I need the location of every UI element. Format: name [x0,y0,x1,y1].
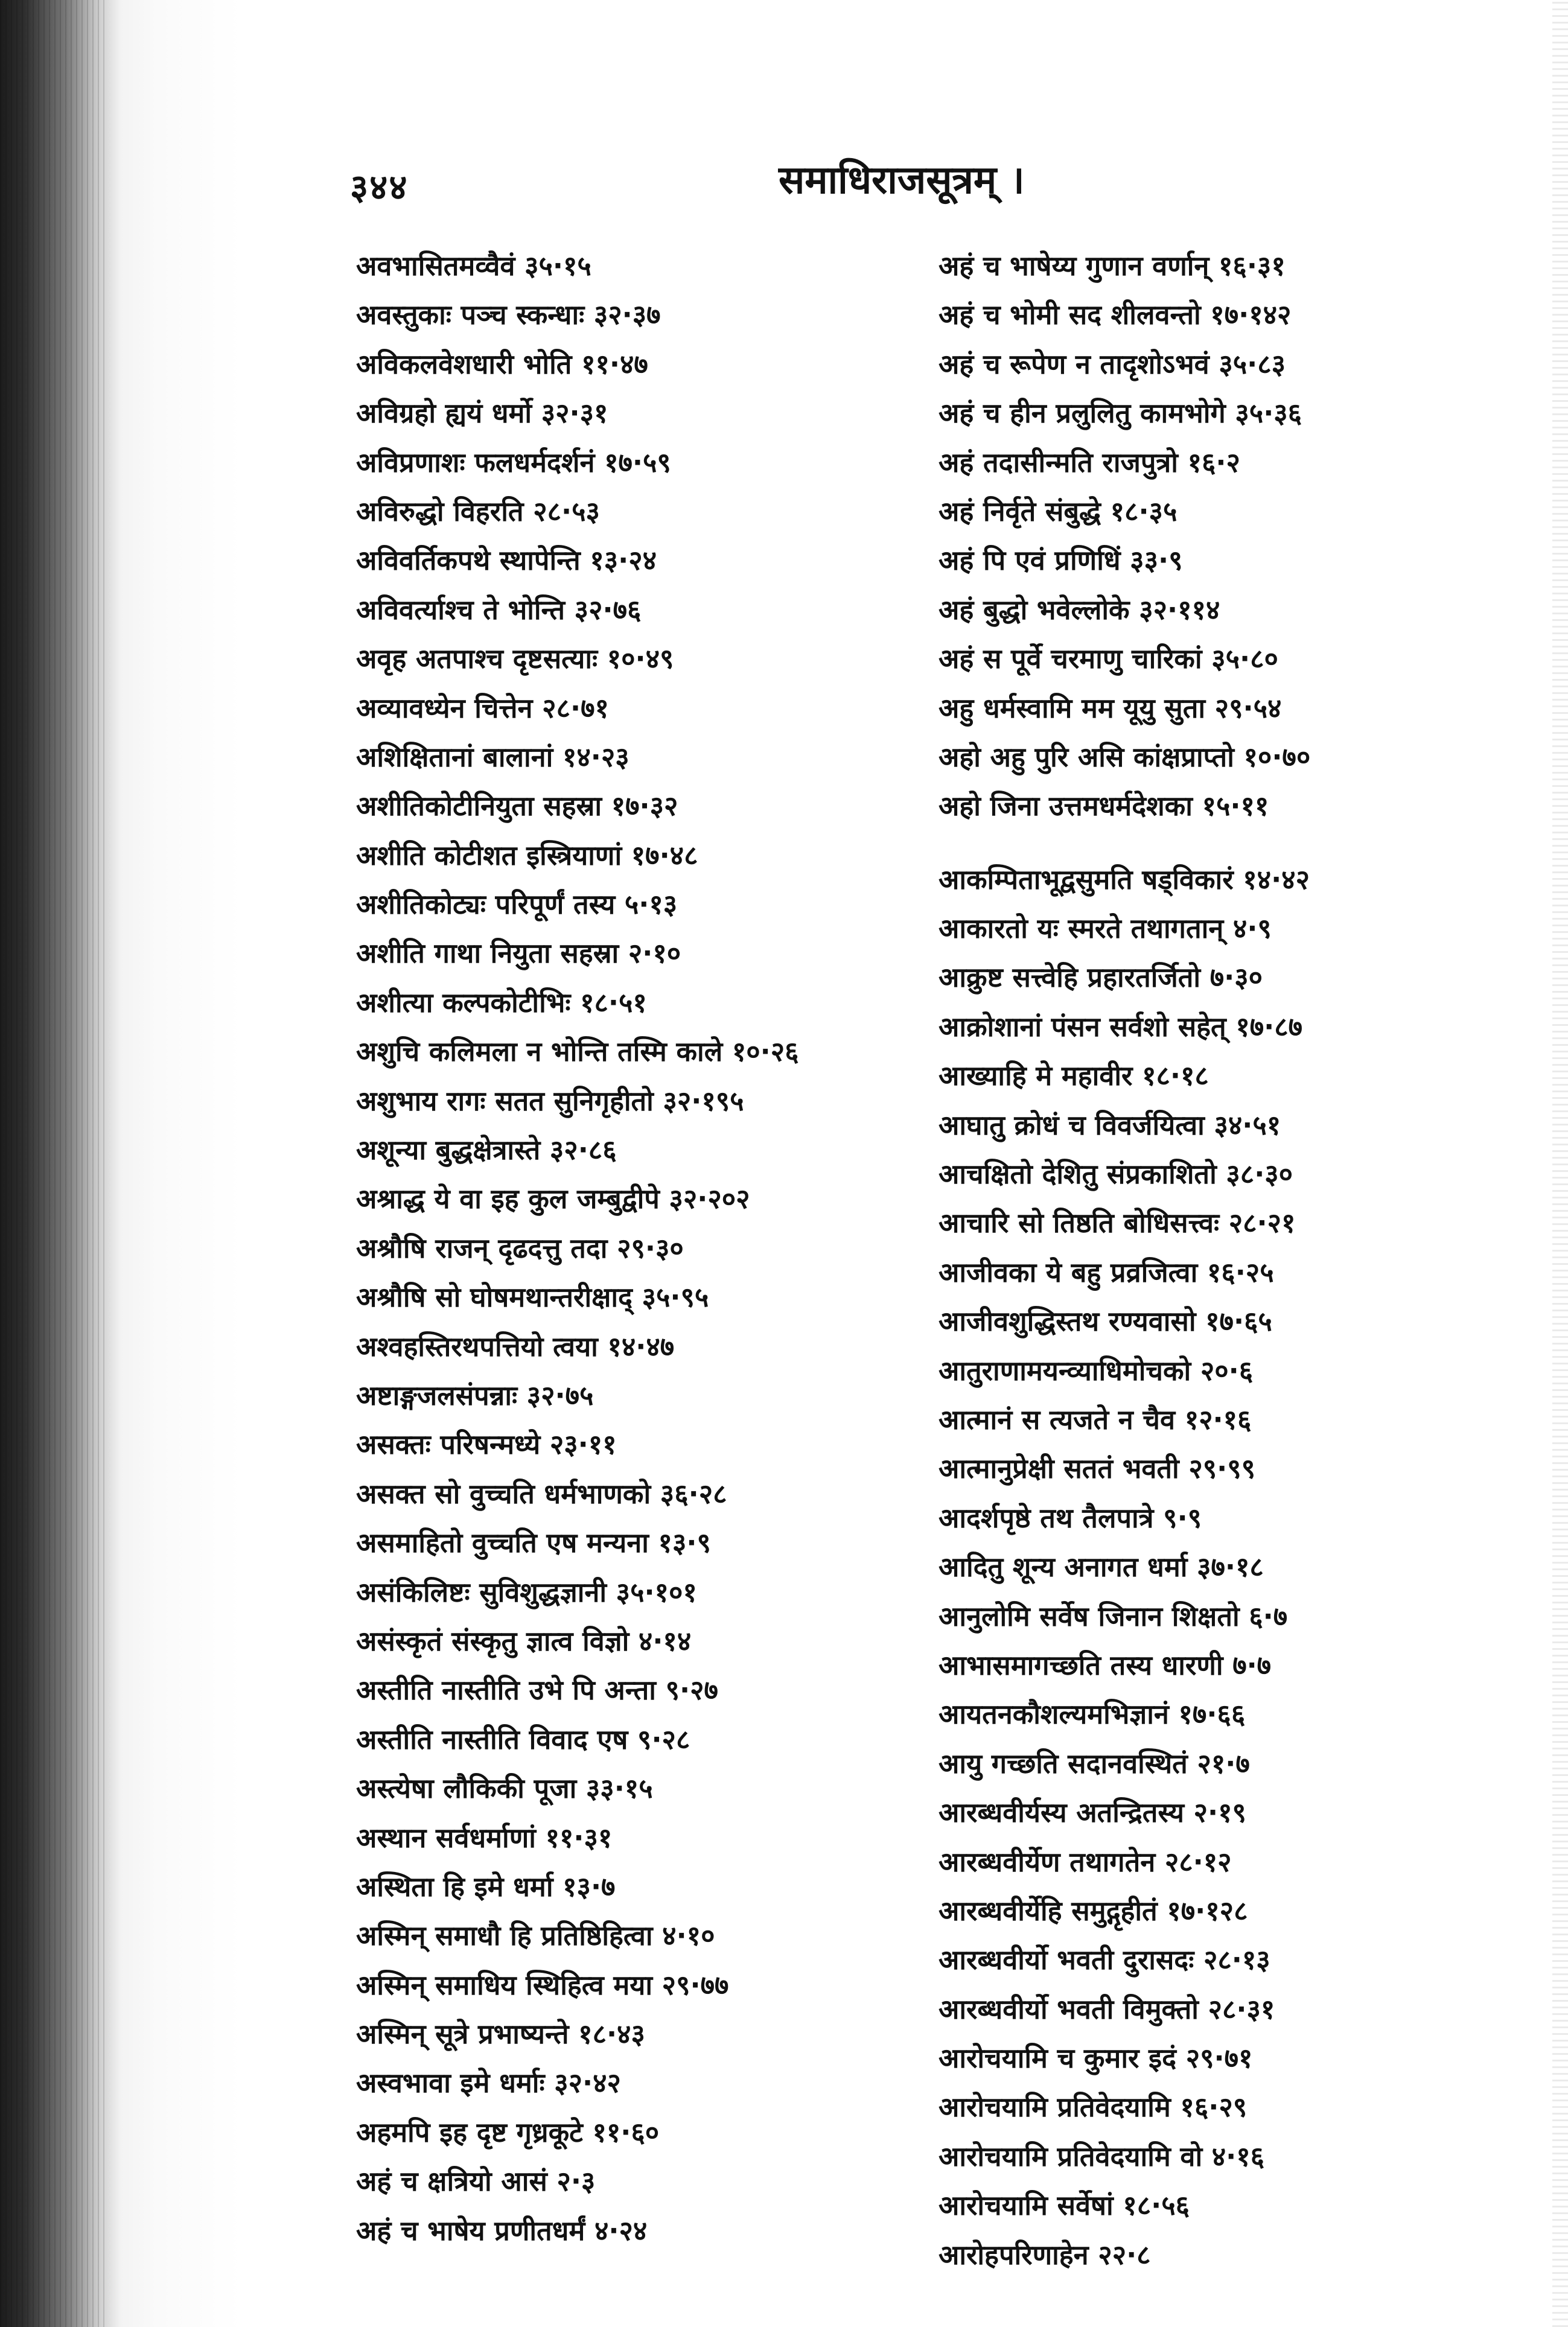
index-entry: अशून्या बुद्धक्षेत्रास्ते ३२·८६ [356,1134,617,1167]
index-entry: आरब्धवीर्यो भवती दुरासदः २८·१३ [939,1944,1270,1976]
index-entry: अविरुद्धो विहरति २८·५३ [356,495,600,527]
index-entry: अष्टाङ्गजलसंपन्नाः ३२·७५ [356,1379,594,1412]
index-entry: अशुचि कलिमला न भोन्ति तस्मि काले १०·२६ [356,1036,799,1068]
index-entry: आजीवका ये बहु प्रव्रजित्वा १६·२५ [939,1256,1274,1288]
index-entry: आभासमागच्छति तस्य धारणी ७·७ [939,1649,1272,1681]
index-entry: आक्रोशानां पंसन सर्वशो सहेत् १७·८७ [939,1010,1303,1043]
index-entry: अहो जिना उत्तमधर्मदेशका १५·११ [939,790,1269,823]
index-entry: अशीतिकोटीनियुता सहस्रा १७·३२ [356,790,678,823]
index-entry: अविकलवेशधारी भोति ११·४७ [356,348,648,380]
index-entry: आरब्धवीर्यस्य अतन्द्रितस्य २·१९ [939,1797,1246,1829]
index-entry: आदर्शपृष्ठे तथ तैलपात्रे ९·९ [939,1501,1202,1534]
index-entry: अविग्रहो ह्ययं धर्मो ३२·३१ [356,397,608,430]
index-entry: आघातु क्रोधं च विवर्जयित्वा ३४·५१ [939,1109,1281,1141]
index-entry: अस्तीति नास्तीति उभे पि अन्ता ९·२७ [356,1674,718,1707]
index-entry: अहं च भोमी सद शीलवन्तो १७·१४२ [939,299,1292,331]
index-entry: अस्वभावा इमे धर्माः ३२·४२ [356,2067,621,2099]
index-entry: अशीति गाथा नियुता सहस्रा २·१० [356,937,681,970]
running-title: समाधिराजसूत्रम् । [779,158,1025,203]
index-entry: आदितु शून्य अनागत धर्मा ३७·१८ [939,1551,1264,1584]
index-entry: अहं च हीन प्रलुलितु कामभोगे ३५·३६ [939,397,1302,430]
index-entry: अवभासितमव्वैवं ३५·१५ [356,250,591,282]
index-entry: अवृह अतपाश्च दृष्टसत्याः १०·४९ [356,643,674,675]
index-entry: आयतनकौशल्यमभिज्ञानं १७·६६ [939,1698,1246,1731]
index-entry: आरब्धवीर्येण तथागतेन २८·१२ [939,1845,1232,1878]
index-entry: अहं तदासीन्मति राजपुत्रो १६·२ [939,446,1240,479]
index-column-right [939,241,1542,2279]
index-entry: आकारतो यः स्मरते तथागतान् ४·९ [939,912,1272,945]
index-entry: असमाहितो वुच्चति एष मन्यना १३·९ [356,1527,711,1559]
index-entry: अशिक्षितानां बालानां १४·२३ [356,740,629,773]
index-entry: अहमपि इह दृष्ट गृध्रकूटे ११·६० [356,2116,660,2148]
index-entry: अश्राद्ध ये वा इह कुल जम्बुद्वीपे ३२·२०२ [356,1183,750,1215]
index-entry: अहं च क्षत्रियो आसं २·३ [356,2165,596,2198]
index-entry: असंकिलिष्टः सुविशुद्धज्ञानी ३५·१०१ [356,1576,697,1608]
page-binding-shadow [0,0,109,2327]
index-entry: अहं च भाषेय्य गुणान वर्णान् १६·३१ [939,250,1286,282]
index-entry: अश्वहस्तिरथपत्तियो त्वया १४·४७ [356,1330,675,1363]
index-entry: अविप्रणाशः फलधर्मदर्शनं १७·५९ [356,446,671,479]
index-column-left [356,241,960,2255]
index-entry: अशीति कोटीशत इस्त्रियाणां १७·४८ [356,839,698,871]
page-edge-shadow [1552,0,1568,2327]
index-entry: आरोचयामि प्रतिवेदयामि वो ४·१६ [939,2140,1265,2173]
index-entry: आचक्षितो देशितु संप्रकाशितो ३८·३० [939,1158,1293,1191]
index-entry: अवस्तुकाः पञ्च स्कन्धाः ३२·३७ [356,299,661,331]
index-entry: अशीत्या कल्पकोटीभिः १८·५१ [356,986,647,1019]
index-entry: अस्मिन् समाधिय स्थिहित्व मया २९·७७ [356,1969,729,2001]
index-entry: आनुलोमि सर्वेष जिनान शिक्षतो ६·७ [939,1600,1288,1632]
index-entry: आयु गच्छति सदानवस्थितं २१·७ [939,1747,1250,1780]
index-entry: अश्रौषि राजन् दृढदत्तु तदा २९·३० [356,1232,684,1264]
page-number: ३४४ [350,167,409,208]
index-entry: अहु धर्मस्वामि मम यूयु सुता २९·५४ [939,692,1282,724]
index-entry: अहं स पूर्वे चरमाणु चारिकां ३५·८० [939,643,1278,675]
index-entry: आख्याहि मे महावीर १८·१८ [939,1060,1209,1092]
index-entry: अश्रौषि सो घोषमथान्तरीक्षाद् ३५·९५ [356,1281,709,1314]
index-entry: अस्तीति नास्तीति विवाद एष ९·२८ [356,1723,690,1756]
index-entry: अशुभाय रागः सतत सुनिगृहीतो ३२·१९५ [356,1084,744,1117]
index-entry: अस्त्येषा लौकिकी पूजा ३३·१५ [356,1772,653,1805]
index-entry: असंस्कृतं संस्कृतु ज्ञात्व विज्ञो ४·१४ [356,1625,692,1657]
index-entry: आतुराणामयन्व्याधिमोचको २०·६ [939,1354,1254,1387]
index-entry: आकम्पिताभूद्वसुमति षड्विकारं १४·४२ [939,863,1310,896]
index-entry: अस्मिन् सूत्रे प्रभाष्यन्ते १८·४३ [356,2018,645,2051]
index-entry: अशीतिकोट्यः परिपूर्णं तस्य ५·१३ [356,888,678,921]
index-entry: अस्थिता हि इमे धर्मा १३·७ [356,1870,616,1903]
index-entry: अहो अहु पुरि असि कांक्षप्राप्तो १०·७० [939,740,1311,773]
index-entry: असक्तः परिषन्मध्ये २३·११ [356,1428,617,1461]
index-entry: आक्रुष्ट सत्त्वेहि प्रहारतर्जितो ७·३० [939,961,1263,994]
index-entry: अहं पि एवं प्रणिधिं ३३·९ [939,544,1183,577]
index-entry: आरोचयामि च कुमार इदं २९·७१ [939,2042,1253,2075]
index-entry: अव्यावध्येन चित्तेन २८·७१ [356,692,609,724]
index-entry: आत्मानं स त्यजते न चैव १२·१६ [939,1403,1252,1436]
index-entry: अहं च भाषेय प्रणीतधर्मं ४·२४ [356,2214,648,2247]
index-entry: अविवर्त्याश्च ते भोन्ति ३२·७६ [356,593,642,626]
index-entry: अविवर्तिकपथे स्थापेन्ति १३·२४ [356,544,657,577]
index-entry: अस्थान सर्वधर्माणां ११·३१ [356,1821,613,1854]
index-entry: असक्त सो वुच्चति धर्मभाणको ३६·२८ [356,1477,727,1510]
index-entry: आरोहपरिणाहेन २२·८ [939,2238,1151,2271]
index-entry: आजीवशुद्धिस्तथ रण्यवासो १७·६५ [939,1305,1272,1338]
index-entry: आरोचयामि सर्वेषां १८·५६ [939,2189,1190,2222]
index-entry: अस्मिन् समाधौ हि प्रतिष्ठिहित्वा ४·१० [356,1920,715,1952]
index-entry: आरोचयामि प्रतिवेदयामि १६·२९ [939,2091,1248,2124]
index-entry: अहं च रूपेण न तादृशोऽभवं ३५·८३ [939,348,1286,380]
index-entry: अहं निर्वृते संबुद्धे १८·३५ [939,495,1178,527]
index-entry: अहं बुद्धो भवेल्लोके ३२·११४ [939,593,1220,626]
index-entry: आचारि सो तिष्ठति बोधिसत्त्वः २८·२१ [939,1207,1296,1240]
index-entry: आरब्धवीर्यो भवती विमुक्तो २८·३१ [939,1993,1275,2025]
index-entry: आत्मानुप्रेक्षी सततं भवती २९·९९ [939,1453,1256,1485]
index-entry: आरब्धवीर्येहि समुद्गृहीतं १७·१२८ [939,1894,1248,1927]
